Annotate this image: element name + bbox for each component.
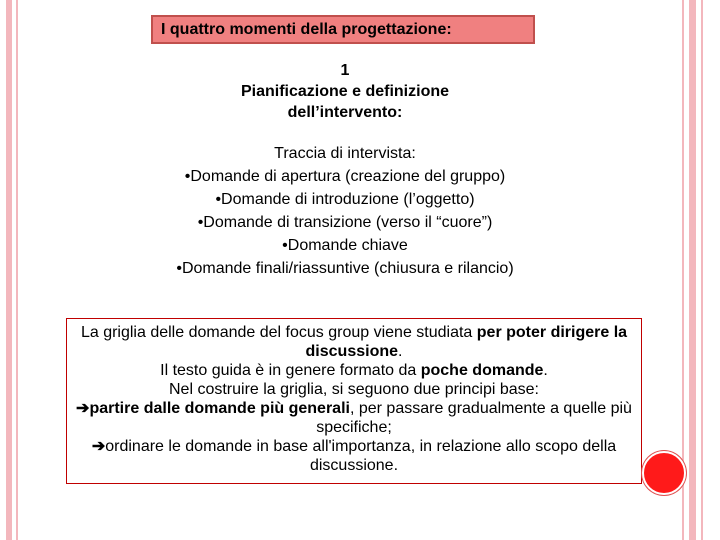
slide-title: I quattro momenti della progettazione: [151, 15, 535, 44]
grid-bold-text: poche domande [420, 362, 544, 379]
guide-grid-box [66, 318, 642, 484]
grid-text: . [398, 343, 403, 360]
heading-number: 1 [340, 62, 350, 79]
decor-stripe-right-thin-2 [701, 0, 703, 540]
outline-item: •Domande finali/riassuntive (chiusura e rilancio) [176, 260, 514, 277]
grid-paragraph-5 [67, 437, 641, 475]
arrow-right-icon: ➔ [76, 400, 90, 417]
grid-text: , per passare gradualmente a quelle più specifiche; [316, 400, 632, 436]
grid-paragraph-3: Nel costruire la griglia, si seguono due principi base: [169, 381, 539, 398]
decor-stripe-right-thin-1 [682, 0, 684, 540]
grid-bold-text: per poter dirigere la discussione [305, 324, 628, 360]
grid-paragraph-2 [67, 361, 641, 380]
arrow-right-icon: ➔ [91, 438, 106, 455]
decor-stripe-right-wide [689, 0, 696, 540]
decor-stripe-left-wide [6, 0, 12, 540]
grid-text: . [543, 362, 548, 379]
heading-line-2: dell’intervento: [287, 104, 403, 121]
interview-outline [120, 142, 570, 280]
decor-stripe-left-thin [16, 0, 18, 540]
grid-paragraph-1 [67, 323, 641, 361]
outline-item: •Domande di introduzione (l’oggetto) [215, 191, 475, 208]
outline-item: •Domande di apertura (creazione del gruppo) [184, 168, 506, 185]
heading-line-1: Pianificazione e definizione [240, 83, 450, 100]
outline-item: •Domande di transizione (verso il “cuore”) [197, 214, 493, 231]
outline-item: •Domande chiave [282, 237, 408, 254]
grid-text: La griglia delle domande del focus group viene studiata [80, 324, 477, 341]
grid-text: ordinare le domande in base all'importanza, in relazione allo scopo della discussione. [105, 438, 617, 474]
grid-paragraph-4 [67, 399, 641, 437]
red-circle-icon [642, 451, 686, 495]
grid-text: Il testo guida è in genere formato da [160, 362, 421, 379]
grid-bold-text: partire dalle domande più generali [89, 400, 350, 417]
section-heading [150, 60, 540, 123]
outline-label: Traccia di intervista: [274, 145, 416, 162]
